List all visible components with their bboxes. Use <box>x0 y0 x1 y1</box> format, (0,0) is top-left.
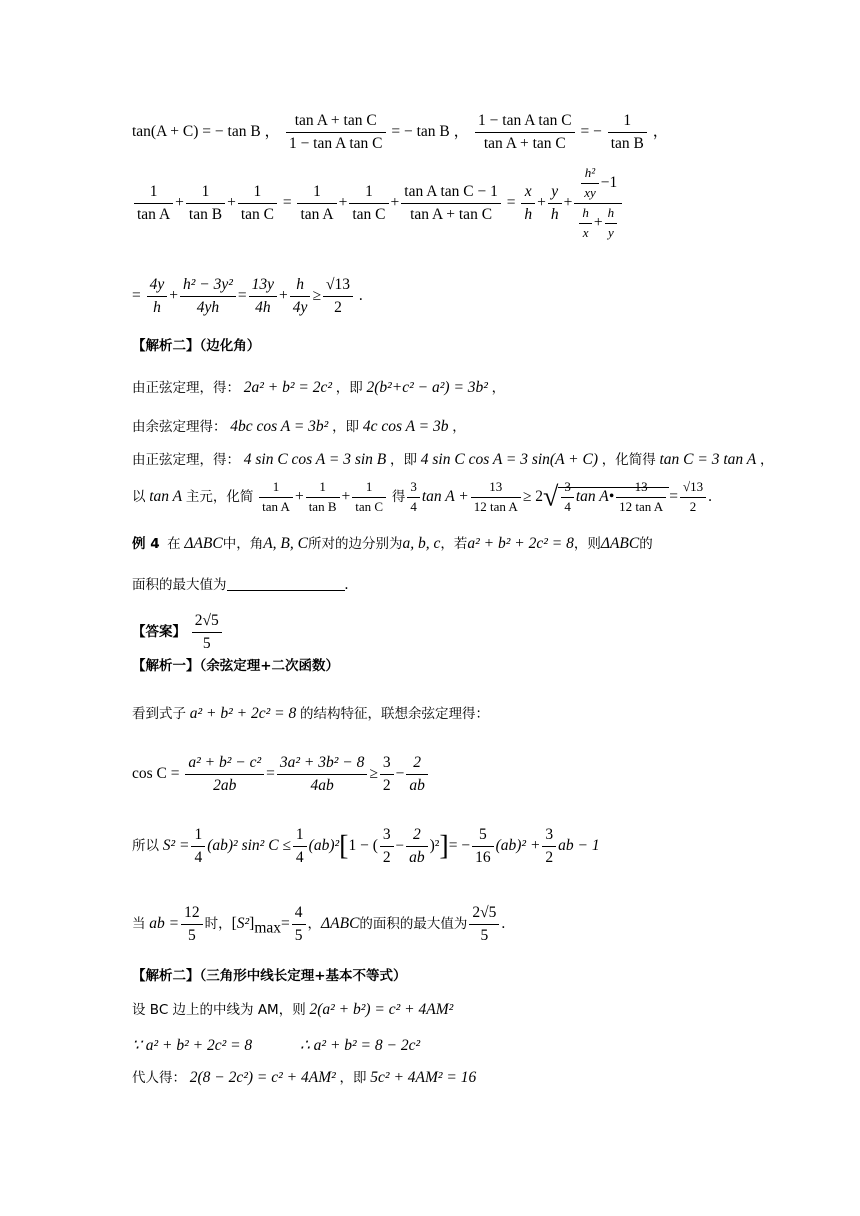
math: ΔABC <box>184 535 223 552</box>
fraction: $\frac{\text{tan A tan C − 1}}{\text{tan A + tan C}}$ <box>401 183 501 224</box>
eq-line-1 <box>132 112 668 153</box>
fraction: $\frac{1}{\text{tan A}}$ <box>259 480 293 515</box>
text: 以 <box>132 489 146 505</box>
math: = <box>669 488 678 505</box>
text: ，若 <box>440 536 468 552</box>
math: ≥ <box>369 764 378 782</box>
fraction: $\frac{1}{\text{tan C}}$ <box>238 183 277 224</box>
math: ΔABC <box>321 914 360 932</box>
text: ，即 <box>332 419 360 435</box>
s2-line-2 <box>132 1038 420 1054</box>
math: ≥ 2 <box>522 488 543 505</box>
math: S² <box>236 914 250 932</box>
eq-line-8: 以 tan A 主元，化简 $\frac{1}{\text{tan A}}$ + $\frac{1}{\text{tan B}}$ + $\frac{1}{\text{tan C}}$ 得 $\frac{3}{4}$ tan A + $\frac{13}{\text{12 tan A}}$ ≥ 2√ $\frac{3}{4}$ tan A• $\frac{13}{\text{12 tan A}}$ = $\frac{√13}{2}$ . <box>132 479 712 515</box>
s1-cos-eq: cos C = $\frac{\text{a² + b² − c²}}{2ab}$ = $\frac{\text{3a² + 3b² − 8}}{4ab}$ ≥ $\frac{3}{2}$ − $\frac{2}{ab}$ <box>132 754 430 795</box>
example-4 <box>132 536 653 552</box>
text: ， <box>759 452 774 468</box>
math: (ab)² <box>308 836 340 854</box>
fraction: $\frac{1}{\text{tan C}}$ <box>352 480 386 515</box>
fraction: $\frac{3}{4}$ <box>561 480 574 515</box>
bracket: ] <box>249 914 255 932</box>
text: 由余弦定理得： <box>132 419 227 435</box>
answer-blank <box>227 576 345 591</box>
math: ∵ a² + b² + 2c² = 8 <box>132 1037 253 1054</box>
text: ，即 <box>339 1070 367 1086</box>
text: ， <box>452 419 466 435</box>
math: = − <box>448 836 471 854</box>
text: 的面积的最大值为 <box>359 915 468 932</box>
math: a² + b² + 2c² = 8 <box>189 705 297 722</box>
s2-line-3 <box>132 1070 476 1086</box>
fraction: $\frac{\text{3a² + 3b² − 8}}{4ab}$ <box>277 754 367 795</box>
math: tan C = 3 tan A <box>659 451 757 468</box>
eq-text: = − <box>580 122 602 140</box>
section-heading: 【解析二】（三角形中线长定理+基本不等式） <box>132 968 407 984</box>
fraction: $\frac{1}{\text{tan B}}$ <box>186 183 225 224</box>
s1-s-eq: 所以 S² = $\frac{1}{4}$ (ab)² sin² C ≤ $\frac{1}{4}$ (ab)²[1 − ( $\frac{3}{2}$ − $\frac{2}{ab}$ )²]= − $\frac{5}{16}$ (ab)² + $\frac{3}{2}$ ab − 1 <box>132 826 600 866</box>
example-4-line-2 <box>132 576 348 593</box>
math: 1 − ( <box>348 836 378 854</box>
text: ， <box>491 380 506 396</box>
fraction: $\frac{13}{\text{12 tan A}}$ <box>616 480 666 515</box>
sqrt-sign: √ <box>542 481 559 513</box>
math: (ab)² sin² C ≤ <box>207 836 291 854</box>
math: 2(a² + b²) = c² + 4AM² <box>309 1001 454 1018</box>
fraction: $\frac{2}{ab}$ <box>406 754 428 795</box>
text: 面积的最大值为 <box>132 577 227 593</box>
fraction: $\frac{x}{h}$ <box>521 183 535 224</box>
eq-line-2: $\frac{1}{\text{tan A}}$ + $\frac{1}{\text{tan B}}$ + $\frac{1}{\text{tan C}}$ = $\frac{1}{\text{tan A}}$ + $\frac{1}{\text{tan C}}$ + $\frac{\text{tan A tan C − 1}}{\text{tan A + tan C}}$ = $\frac{x}{h}$ + $\frac{y}{h}$ + $\frac{\text{h²}}{xy}$ −1 $\frac{h}{x}$ + $\frac{h}{y}$ <box>132 166 624 241</box>
fraction: $\frac{13}{\text{12 tan A}}$ <box>471 480 521 515</box>
answer <box>132 612 224 653</box>
fraction: $\frac{y}{h}$ <box>548 183 562 224</box>
math: 4 sin C cos A = 3 sin(A + C) <box>420 451 598 468</box>
math: 2a² + b² = 2c² <box>243 379 332 396</box>
text: 看到式子 <box>132 706 186 722</box>
math: = <box>281 914 290 932</box>
subscript: max <box>254 919 282 937</box>
eq-text: −1 <box>600 174 618 191</box>
fraction: $\frac{1}{\text{tan A}}$ <box>297 183 336 224</box>
text: 在 <box>167 536 181 552</box>
fraction: $\frac{1}{\text{tan B}}$ <box>608 112 647 153</box>
fraction: $\frac{√13}{2}$ <box>680 480 706 515</box>
fraction: $\frac{2√5}{5}$ <box>469 904 499 945</box>
s1-line-1 <box>132 706 489 722</box>
text: 得 <box>391 489 406 505</box>
eq-text: ， <box>652 122 669 140</box>
text: 当 <box>132 915 146 932</box>
fraction: $\frac{2}{ab}$ <box>406 826 428 867</box>
math: . <box>501 914 506 932</box>
math: A, B, C <box>263 535 308 552</box>
text: 主元，化简 <box>185 489 254 505</box>
math: 4c cos A = 3b <box>362 418 449 435</box>
text: ，即 <box>390 452 418 468</box>
bracket: [ <box>339 830 349 862</box>
fraction: $\frac{\text{1 − tan A tan C}}{\text{tan A + tan C}}$ <box>475 112 575 153</box>
s1-when <box>132 904 505 945</box>
fraction: $\frac{1}{\text{tan B}}$ <box>306 480 340 515</box>
math: a² + b² + 2c² = 8 <box>467 535 574 552</box>
fraction: $\frac{5}{16}$ <box>472 826 494 867</box>
math: ΔABC <box>600 535 640 552</box>
eq-line-5 <box>132 380 505 396</box>
eq-line-6 <box>132 419 466 435</box>
fraction: $\frac{1}{4}$ <box>293 826 307 867</box>
text: . <box>344 576 349 593</box>
math: )² <box>429 836 440 854</box>
answer-label: 【答案】 <box>132 623 186 640</box>
bracket: ] <box>439 830 449 862</box>
math: ab = <box>149 914 180 932</box>
math: 2(b²+c² − a²) = 3b² <box>366 379 488 396</box>
fraction: $\frac{\text{h²}}{xy}$ <box>581 166 599 201</box>
text: ，化简得 <box>601 452 656 468</box>
sqrt-body: $\frac{3}{4}$ tan A• $\frac{13}{\text{12 tan A}}$ <box>558 487 669 505</box>
math: S² = <box>162 836 190 854</box>
text: ，即 <box>335 380 363 396</box>
text: 时， <box>204 915 232 932</box>
fraction: $\frac{3}{2}$ <box>380 826 394 867</box>
compound-fraction: $\frac{\text{h²}}{xy}$ −1 $\frac{h}{x}$ + $\frac{h}{y}$ <box>574 166 622 241</box>
fraction: $\frac{1}{4}$ <box>191 826 205 867</box>
math: (ab)² + <box>495 836 541 854</box>
math: 4bc cos A = 3b² <box>230 418 329 435</box>
fraction: $\frac{3}{4}$ <box>407 480 420 515</box>
text: 所对的边分别为 <box>308 536 403 552</box>
eq-line-7 <box>132 452 773 468</box>
bracket: [ <box>231 914 237 932</box>
eq-tan-sum: tan(A + C) = − tan B ， <box>132 122 281 140</box>
text: ， <box>307 915 322 932</box>
example-label: 例 4 <box>132 536 160 552</box>
fraction: $\frac{4y}{h}$ <box>147 276 168 317</box>
fraction: $\frac{\text{h² − 3y²}}{4yh}$ <box>180 276 236 317</box>
math: 4 sin C cos A = 3 sin B <box>243 451 387 468</box>
text: 由正弦定理，得： <box>132 380 240 396</box>
text: 代人得： <box>132 1070 186 1086</box>
math: a, b, c <box>402 535 441 552</box>
eq-line-3: = $\frac{4y}{h}$ + $\frac{\text{h² − 3y²}}{4yh}$ = $\frac{13y}{4h}$ + $\frac{h}{4y}$ ≥ $\frac{√13}{2}$ . <box>132 276 363 316</box>
fraction: $\frac{\text{a² + b² − c²}}{2ab}$ <box>185 754 264 795</box>
math: ∴ a² + b² = 8 − 2c² <box>299 1037 421 1054</box>
section-heading: 【解析一】（余弦定理+二次函数） <box>132 658 340 674</box>
math: tan A <box>149 488 183 505</box>
fraction: $\frac{3}{2}$ <box>542 826 556 867</box>
section-heading: 【解析二】（边化角） <box>132 338 261 354</box>
text: 中，角 <box>222 536 264 552</box>
fraction: $\frac{1}{\text{tan C}}$ <box>349 183 388 224</box>
text: 的结构特征，联想余弦定理得： <box>299 706 489 722</box>
fraction: $\frac{h}{4y}$ <box>290 276 311 317</box>
math: cos C = <box>132 764 180 782</box>
math: ab − 1 <box>558 836 600 854</box>
fraction: $\frac{√13}{2}$ <box>323 276 353 317</box>
fraction: $\frac{12}{5}$ <box>181 904 203 945</box>
math: 2(8 − 2c²) = c² + 4AM² <box>189 1069 336 1086</box>
fraction: $\frac{4}{5}$ <box>292 904 306 945</box>
text: 设 BC 边上的中线为 AM，则 <box>132 1002 306 1018</box>
fraction: $\frac{h}{y}$ <box>605 206 618 241</box>
answer-fraction: $\frac{2√5}{5}$ <box>192 612 222 653</box>
text: 由正弦定理，得： <box>132 452 240 468</box>
math: . <box>708 488 712 505</box>
text: 所以 <box>132 837 159 854</box>
math: 5c² + 4AM² = 16 <box>370 1069 477 1086</box>
fraction: $\frac{13y}{4h}$ <box>249 276 277 317</box>
fraction: $\frac{3}{2}$ <box>380 754 394 795</box>
fraction: $\frac{1}{\text{tan A}}$ <box>134 183 173 224</box>
text: 的 <box>639 536 653 552</box>
s2-line-1 <box>132 1002 453 1018</box>
eq-text: = − tan B ， <box>391 122 470 140</box>
fraction: $\frac{h}{x}$ <box>579 206 592 241</box>
text: ，则 <box>573 536 601 552</box>
fraction: $\frac{\text{tan A + tan C}}{\text{1 − tan A tan C}}$ <box>286 112 386 153</box>
math: tan A + <box>421 488 469 505</box>
